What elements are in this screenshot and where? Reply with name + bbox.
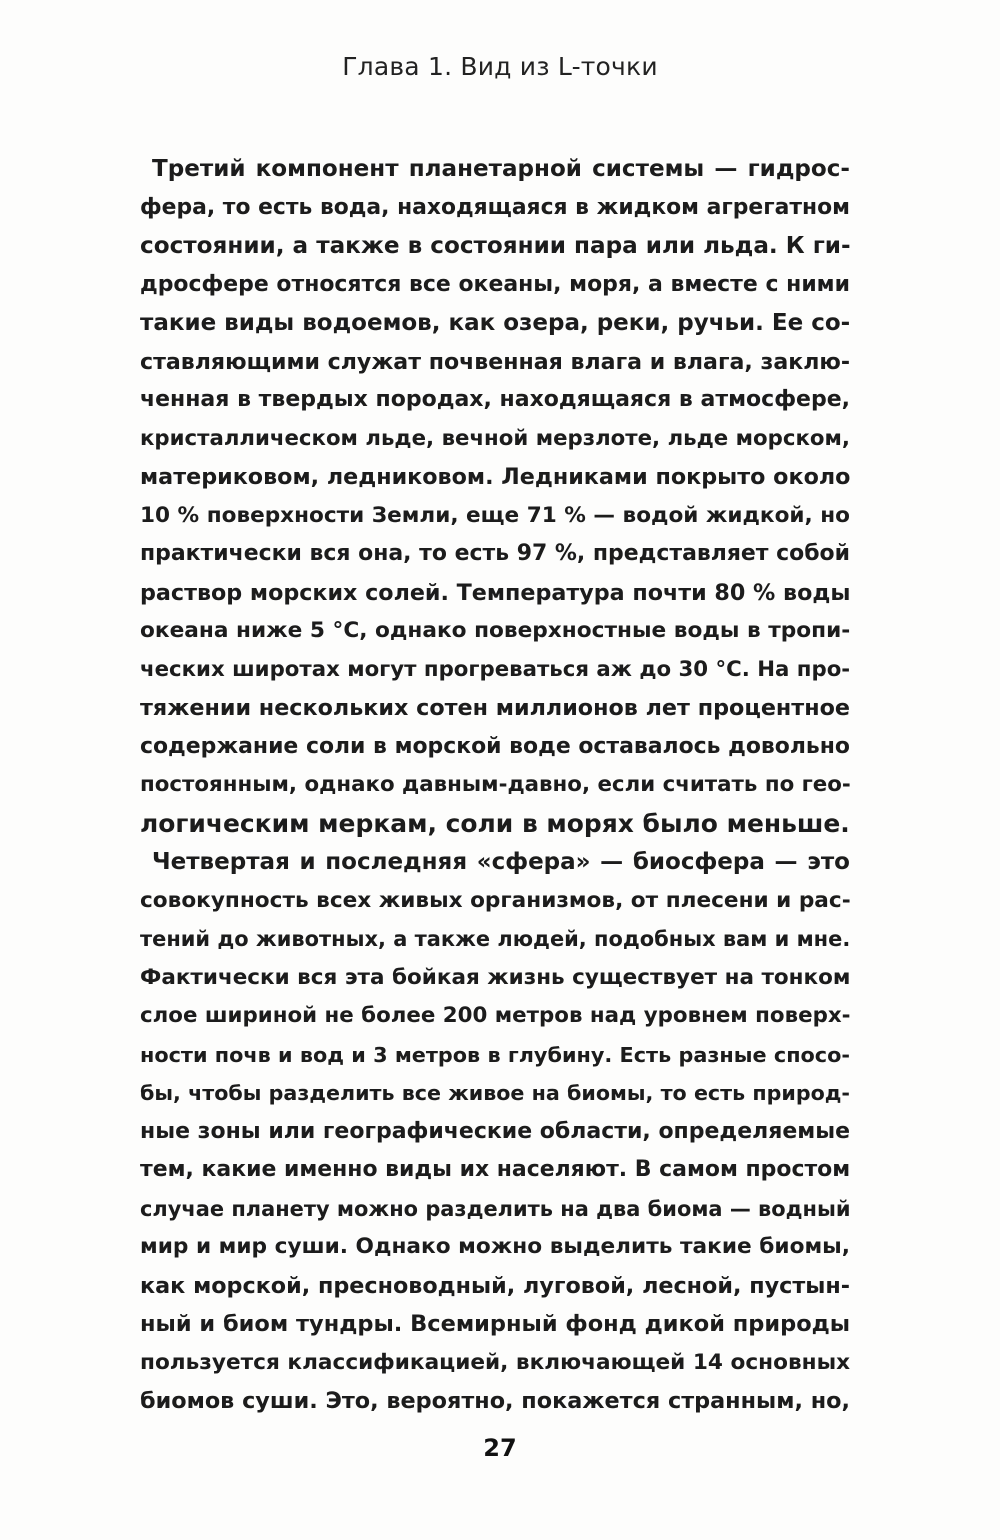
text-line: тем, какие именно виды их населяют. В самом простом [140, 1157, 851, 1182]
text-line: фера, то есть вода, находящаяся в жидком агрегатном [140, 194, 850, 220]
text-line: ности почв и вод и 3 метров в глубину. Есть разные спосо- [140, 1042, 850, 1067]
text-line: Четвертая и последняя «сфера» — биосфера — это [152, 849, 850, 875]
text-line: материковом, ледниковом. Ледниками покрыто около [140, 464, 851, 490]
running-title: Глава 1. Вид из L-точки [342, 52, 658, 81]
text-line: Фактически вся эта бойкая жизнь существует на тонком [140, 964, 851, 990]
text-line: мир и мир суши. Однако можно выделить такие биомы, [140, 1234, 850, 1259]
paragraph-hydrosphere [140, 150, 850, 843]
text-line: ные зоны или географические области, определяемые [140, 1118, 851, 1144]
text-line: ный и биом тундры. Всемирный фонд дикой природы [140, 1311, 851, 1337]
text-line: биомов суши. Это, вероятно, покажется странным, но, [140, 1388, 850, 1414]
text-line: практически вся она, то есть 97 %, представляет собой [140, 541, 850, 566]
text-line: логическим меркам, соли в морях было меньше. [140, 808, 850, 838]
text-line: кристаллическом льде, вечной мерзлоте, льде морском, [140, 425, 850, 451]
text-line: бы, чтобы разделить все живое на биомы, то есть природ- [140, 1081, 850, 1105]
text-line: раствор морских солей. Температура почти 80 % воды [140, 579, 851, 606]
text-line: совокупность всех живых организмов, от плесени и рас- [140, 887, 851, 913]
text-line: как морской, пресноводный, луговой, лесной, пустын- [140, 1272, 850, 1299]
text-line: пользуется классификацией, включающей 14 основных [140, 1349, 851, 1375]
text-line: океана ниже 5 °C, однако поверхностные воды в тропи- [140, 618, 851, 643]
text-line: дросфере относятся все океаны, моря, а вместе с ними [140, 271, 850, 297]
text-line: 10 % поверхности Земли, еще 71 % — водой жидкой, но [140, 502, 850, 528]
text-line: содержание соли в морской воде оставалось довольно [140, 733, 850, 759]
text-line: такие виды водоемов, как озера, реки, ручьи. Ее со- [140, 310, 851, 336]
text-line: ставляющими служат почвенная влага и влага, заклю- [140, 348, 850, 375]
page-number: 27 [483, 1434, 517, 1462]
text-line: состоянии, а также в состоянии пара или льда. К ги- [140, 233, 851, 259]
text-line: тений до животных, а также людей, подобных вам и мне. [140, 927, 851, 951]
text-line: ченная в твердых породах, находящаяся в атмосфере, [140, 387, 850, 412]
text-line: тяжении нескольких сотен миллионов лет процентное [140, 695, 850, 721]
text-line: Третий компонент планетарной системы — гидрос- [152, 156, 850, 182]
text-line: слое шириной не более 200 метров над уровнем поверх- [140, 1003, 851, 1028]
paragraph-biosphere [140, 843, 850, 1421]
body-text [140, 150, 850, 1421]
text-line: ческих широтах могут прогреваться аж до 30 °C. На про- [140, 656, 851, 682]
text-line: постоянным, однако давным-давно, если считать по гео- [140, 772, 851, 797]
text-line: случае планету можно разделить на два биома — водный [140, 1196, 851, 1221]
